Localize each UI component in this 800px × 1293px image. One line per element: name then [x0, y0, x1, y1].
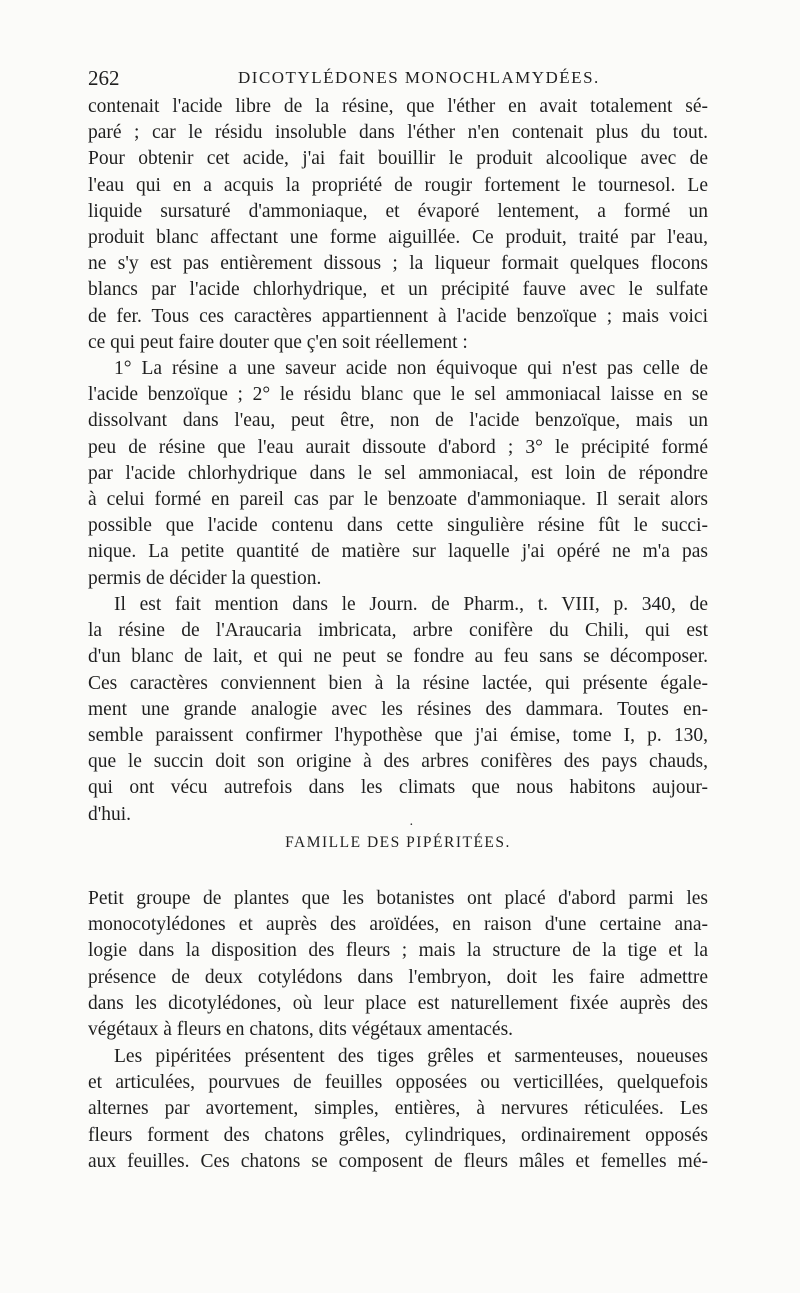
text-line: ne s'y est pas entièrement dissous ; la liqueur formait quelques flocons [88, 253, 708, 275]
text-line: monocotylédones et auprès des aroïdées, en raison d'une certaine ana- [88, 914, 708, 936]
text-line: que le succin doit son origine à des arbres conifères des pays chauds, [88, 751, 708, 773]
text-line: alternes par avortement, simples, entières, à nervures réticulées. Les [88, 1098, 708, 1120]
separator-dot: · [409, 818, 414, 833]
text-line: Petit groupe de plantes que les botanistes ont placé d'abord parmi les [88, 888, 708, 909]
paragraph-5 [88, 1044, 708, 1175]
text-line: nique. La petite quantité de matière sur laquelle j'ai opéré ne m'a pas [88, 541, 708, 563]
paragraph-2 [88, 356, 708, 592]
text-line: produit blanc affectant une forme aiguillée. Ce produit, traité par l'eau, [88, 226, 708, 248]
text-line: 1° La résine a une saveur acide non équivoque qui n'est pas celle de [114, 358, 708, 379]
text-line: dans les dicotylédones, où leur place est naturellement fixée auprès des [88, 992, 708, 1014]
text-line: permis de décider la question. [88, 567, 322, 589]
text-line: blancs par l'acide chlorhydrique, et un précipité fauve avec le sulfate [88, 279, 708, 301]
running-title: DICOTYLÉDONES MONOCHLAMYDÉES. [238, 68, 600, 87]
text-line: Ces caractères conviennent bien à la résine lactée, qui présente égale- [88, 672, 708, 694]
paragraph-1 [88, 94, 708, 356]
text-line: paré ; car le résidu insoluble dans l'éther n'en contenait plus du tout. [88, 122, 708, 144]
text-line: ment une grande analogie avec les résines des dammara. Toutes en- [88, 698, 708, 720]
text-line: possible que l'acide contenu dans cette singulière résine fût le succi- [88, 515, 708, 537]
text-line: Pour obtenir cet acide, j'ai fait bouillir le produit alcoolique avec de [88, 148, 708, 170]
text-line: d'hui. [88, 803, 132, 825]
text-line: fleurs forment des chatons grêles, cylindriques, ordinairement opposés [88, 1124, 708, 1146]
text-line: de fer. Tous ces caractères appartiennent à l'acide benzoïque ; mais voici [88, 305, 708, 327]
text-line: l'acide benzoïque ; 2° le résidu blanc que le sel ammoniacal laisse en se [88, 384, 708, 406]
text-line: et articulées, pourvues de feuilles opposées ou verticillées, quelquefois [88, 1072, 708, 1094]
text-line: dissolvant dans l'eau, peut être, non de l'acide benzoïque, mais un [88, 410, 708, 432]
text-line: à celui formé en pareil cas par le benzoate d'ammoniaque. Il serait alors [88, 488, 708, 510]
text-line: logie dans la disposition des fleurs ; mais la structure de la tige et la [88, 940, 708, 962]
text-line: présence de deux cotylédons dans l'embryon, doit les faire admettre [88, 966, 708, 988]
text-line: d'un blanc de lait, et qui ne peut se fondre au feu sans se décomposer. [88, 646, 708, 668]
text-line: Il est fait mention dans le Journ. de Pharm., t. VIII, p. 340, de [114, 594, 708, 615]
text-line: qui ont vécu autrefois dans les climats que nous habitons aujour- [88, 777, 708, 799]
text-line: peu de résine que l'eau aurait dissoute d'abord ; 3° le précipité formé [88, 436, 708, 458]
text-line: ce qui peut faire douter que ç'en soit réellement : [88, 331, 468, 353]
text-line: végétaux à fleurs en chatons, dits végétaux amentacés. [88, 1018, 514, 1040]
text-line: Les pipéritées présentent des tiges grêles et sarmenteuses, noueuses [114, 1046, 708, 1067]
text-line: contenait l'acide libre de la résine, que l'éther en avait totalement sé- [88, 96, 708, 117]
section-title: FAMILLE DES PIPÉRITÉES. [285, 834, 511, 851]
text-line: par l'acide chlorhydrique dans le sel ammoniacal, est loin de répondre [88, 462, 708, 484]
text-line: liquide sursaturé d'ammoniaque, et évaporé lentement, a formé un [88, 200, 708, 222]
paragraph-4 [88, 886, 708, 1043]
text-line: aux feuilles. Ces chatons se composent de fleurs mâles et femelles mé- [88, 1150, 708, 1172]
page-header [88, 66, 708, 90]
page-number: 262 [88, 66, 120, 90]
text-line: semble paraissent confirmer l'hypothèse que j'ai émise, tome I, p. 130, [88, 724, 708, 746]
text-line: l'eau qui en a acquis la propriété de rougir fortement le tournesol. Le [88, 174, 708, 196]
paragraph-3 [88, 592, 708, 828]
text-line: la résine de l'Araucaria imbricata, arbre conifère du Chili, qui est [88, 620, 708, 642]
